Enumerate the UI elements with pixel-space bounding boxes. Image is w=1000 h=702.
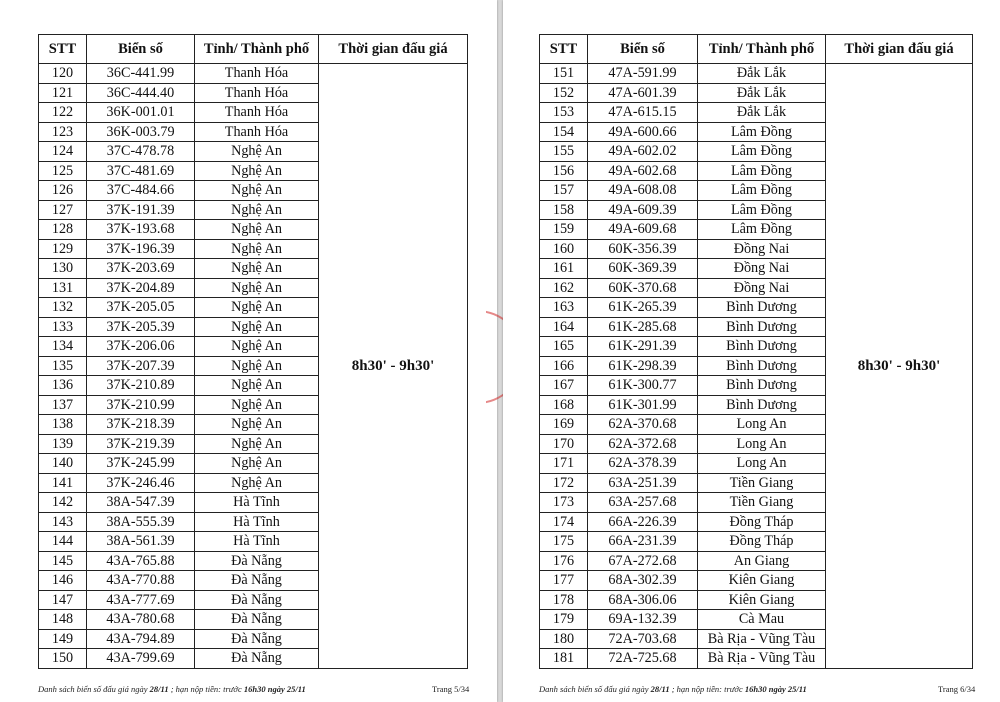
stt-cell: 122 xyxy=(39,103,87,123)
stt-cell: 167 xyxy=(540,376,588,396)
plate-cell: 36C-444.40 xyxy=(87,83,195,103)
province-cell: Nghệ An xyxy=(195,278,319,298)
province-cell: Nghệ An xyxy=(195,395,319,415)
province-cell: Tiền Giang xyxy=(698,473,826,493)
province-cell: Lâm Đồng xyxy=(698,122,826,142)
province-cell: Lâm Đồng xyxy=(698,181,826,201)
plate-cell: 37K-205.05 xyxy=(87,298,195,318)
plate-cell: 61K-298.39 xyxy=(588,356,698,376)
plate-cell: 43A-777.69 xyxy=(87,590,195,610)
province-cell: Nghệ An xyxy=(195,317,319,337)
province-cell: Đồng Nai xyxy=(698,239,826,259)
plate-cell: 61K-265.39 xyxy=(588,298,698,318)
stt-cell: 153 xyxy=(540,103,588,123)
stt-cell: 160 xyxy=(540,239,588,259)
province-cell: Hà Tĩnh xyxy=(195,512,319,532)
header-plate: Biển số xyxy=(588,35,698,64)
plate-cell: 37K-219.39 xyxy=(87,434,195,454)
stt-cell: 179 xyxy=(540,610,588,630)
province-cell: Bình Dương xyxy=(698,337,826,357)
plate-cell: 69A-132.39 xyxy=(588,610,698,630)
plate-cell: 38A-555.39 xyxy=(87,512,195,532)
plate-cell: 49A-602.02 xyxy=(588,142,698,162)
province-cell: Thanh Hóa xyxy=(195,122,319,142)
plate-cell: 43A-765.88 xyxy=(87,551,195,571)
stt-cell: 150 xyxy=(39,649,87,669)
province-cell: Nghệ An xyxy=(195,239,319,259)
province-cell: Long An xyxy=(698,454,826,474)
province-cell: Đồng Nai xyxy=(698,278,826,298)
header-auction-time: Thời gian đấu giá xyxy=(826,35,973,64)
stt-cell: 136 xyxy=(39,376,87,396)
stt-cell: 120 xyxy=(39,64,87,84)
stt-cell: 152 xyxy=(540,83,588,103)
plate-cell: 43A-799.69 xyxy=(87,649,195,669)
header-auction-time: Thời gian đấu giá xyxy=(319,35,468,64)
stt-cell: 181 xyxy=(540,649,588,669)
header-stt: STT xyxy=(540,35,588,64)
province-cell: Long An xyxy=(698,415,826,435)
plate-cell: 62A-372.68 xyxy=(588,434,698,454)
stt-cell: 140 xyxy=(39,454,87,474)
plate-cell: 37C-481.69 xyxy=(87,161,195,181)
plate-cell: 36K-001.01 xyxy=(87,103,195,123)
stt-cell: 148 xyxy=(39,610,87,630)
province-cell: An Giang xyxy=(698,551,826,571)
plate-cell: 68A-306.06 xyxy=(588,590,698,610)
stt-cell: 121 xyxy=(39,83,87,103)
province-cell: Đà Nẵng xyxy=(195,551,319,571)
document-page-left xyxy=(0,0,497,702)
plate-cell: 60K-370.68 xyxy=(588,278,698,298)
stt-cell: 155 xyxy=(540,142,588,162)
stt-cell: 161 xyxy=(540,259,588,279)
plate-cell: 37K-246.46 xyxy=(87,473,195,493)
auction-table xyxy=(38,34,468,669)
plate-cell: 60K-356.39 xyxy=(588,239,698,259)
plate-cell: 37K-207.39 xyxy=(87,356,195,376)
province-cell: Hà Tĩnh xyxy=(195,532,319,552)
province-cell: Hà Tĩnh xyxy=(195,493,319,513)
stt-cell: 149 xyxy=(39,629,87,649)
stt-cell: 142 xyxy=(39,493,87,513)
province-cell: Bình Dương xyxy=(698,298,826,318)
province-cell: Đà Nẵng xyxy=(195,649,319,669)
stt-cell: 128 xyxy=(39,220,87,240)
province-cell: Kiên Giang xyxy=(698,571,826,591)
province-cell: Nghệ An xyxy=(195,161,319,181)
stt-cell: 146 xyxy=(39,571,87,591)
stt-cell: 130 xyxy=(39,259,87,279)
plate-cell: 37K-203.69 xyxy=(87,259,195,279)
stt-cell: 147 xyxy=(39,590,87,610)
plate-cell: 37K-205.39 xyxy=(87,317,195,337)
plate-cell: 72A-725.68 xyxy=(588,649,698,669)
province-cell: Thanh Hóa xyxy=(195,64,319,84)
province-cell: Nghệ An xyxy=(195,415,319,435)
plate-cell: 61K-300.77 xyxy=(588,376,698,396)
stt-cell: 126 xyxy=(39,181,87,201)
plate-cell: 47A-601.39 xyxy=(588,83,698,103)
stt-cell: 180 xyxy=(540,629,588,649)
stt-cell: 141 xyxy=(39,473,87,493)
province-cell: Đà Nẵng xyxy=(195,571,319,591)
stt-cell: 175 xyxy=(540,532,588,552)
plate-cell: 66A-231.39 xyxy=(588,532,698,552)
stt-cell: 162 xyxy=(540,278,588,298)
province-cell: Đắk Lắk xyxy=(698,64,826,84)
stt-cell: 168 xyxy=(540,395,588,415)
footer-note: Danh sách biển số đấu giá ngày 28/11 ; hạn nộp tiền: trước 16h30 ngày 25/11 xyxy=(38,684,306,694)
stt-cell: 135 xyxy=(39,356,87,376)
stt-cell: 137 xyxy=(39,395,87,415)
stt-cell: 134 xyxy=(39,337,87,357)
plate-cell: 49A-602.68 xyxy=(588,161,698,181)
stt-cell: 151 xyxy=(540,64,588,84)
stt-cell: 133 xyxy=(39,317,87,337)
province-cell: Bà Rịa - Vũng Tàu xyxy=(698,629,826,649)
plate-cell: 37K-218.39 xyxy=(87,415,195,435)
plate-cell: 47A-615.15 xyxy=(588,103,698,123)
plate-cell: 67A-272.68 xyxy=(588,551,698,571)
plate-cell: 72A-703.68 xyxy=(588,629,698,649)
plate-cell: 37K-210.89 xyxy=(87,376,195,396)
plate-cell: 49A-609.68 xyxy=(588,220,698,240)
plate-cell: 43A-780.68 xyxy=(87,610,195,630)
plate-cell: 61K-291.39 xyxy=(588,337,698,357)
plate-cell: 37C-484.66 xyxy=(87,181,195,201)
stt-cell: 158 xyxy=(540,200,588,220)
province-cell: Nghệ An xyxy=(195,142,319,162)
plate-cell: 63A-251.39 xyxy=(588,473,698,493)
footer-note: Danh sách biển số đấu giá ngày 28/11 ; hạn nộp tiền: trước 16h30 ngày 25/11 xyxy=(539,684,807,694)
plate-cell: 61K-301.99 xyxy=(588,395,698,415)
table-row xyxy=(39,64,468,84)
province-cell: Đồng Tháp xyxy=(698,512,826,532)
stt-cell: 125 xyxy=(39,161,87,181)
plate-cell: 38A-561.39 xyxy=(87,532,195,552)
plate-cell: 61K-285.68 xyxy=(588,317,698,337)
stt-cell: 172 xyxy=(540,473,588,493)
stt-cell: 165 xyxy=(540,337,588,357)
province-cell: Nghệ An xyxy=(195,473,319,493)
stt-cell: 139 xyxy=(39,434,87,454)
stt-cell: 164 xyxy=(540,317,588,337)
stt-cell: 173 xyxy=(540,493,588,513)
plate-cell: 43A-770.88 xyxy=(87,571,195,591)
province-cell: Bình Dương xyxy=(698,376,826,396)
province-cell: Bình Dương xyxy=(698,317,826,337)
province-cell: Nghệ An xyxy=(195,434,319,454)
province-cell: Đắk Lắk xyxy=(698,83,826,103)
plate-cell: 47A-591.99 xyxy=(588,64,698,84)
table-row xyxy=(540,64,973,84)
stt-cell: 143 xyxy=(39,512,87,532)
plate-cell: 66A-226.39 xyxy=(588,512,698,532)
stt-cell: 166 xyxy=(540,356,588,376)
stt-cell: 123 xyxy=(39,122,87,142)
plate-cell: 37K-193.68 xyxy=(87,220,195,240)
province-cell: Thanh Hóa xyxy=(195,83,319,103)
stt-cell: 177 xyxy=(540,571,588,591)
province-cell: Lâm Đồng xyxy=(698,220,826,240)
stt-cell: 124 xyxy=(39,142,87,162)
province-cell: Kiên Giang xyxy=(698,590,826,610)
province-cell: Lâm Đồng xyxy=(698,142,826,162)
stt-cell: 154 xyxy=(540,122,588,142)
province-cell: Đắk Lắk xyxy=(698,103,826,123)
plate-cell: 36K-003.79 xyxy=(87,122,195,142)
table-header-row xyxy=(540,35,973,64)
province-cell: Đồng Tháp xyxy=(698,532,826,552)
plate-cell: 36C-441.99 xyxy=(87,64,195,84)
stt-cell: 178 xyxy=(540,590,588,610)
header-province: Tỉnh/ Thành phố xyxy=(195,35,319,64)
province-cell: Long An xyxy=(698,434,826,454)
plate-cell: 49A-608.08 xyxy=(588,181,698,201)
stt-cell: 159 xyxy=(540,220,588,240)
province-cell: Nghệ An xyxy=(195,200,319,220)
province-cell: Lâm Đồng xyxy=(698,161,826,181)
plate-cell: 37K-210.99 xyxy=(87,395,195,415)
province-cell: Đà Nẵng xyxy=(195,610,319,630)
province-cell: Nghệ An xyxy=(195,337,319,357)
province-cell: Cà Mau xyxy=(698,610,826,630)
page-number: Trang 6/34 xyxy=(938,684,976,694)
province-cell: Nghệ An xyxy=(195,181,319,201)
plate-cell: 37C-478.78 xyxy=(87,142,195,162)
province-cell: Lâm Đồng xyxy=(698,200,826,220)
province-cell: Đồng Nai xyxy=(698,259,826,279)
province-cell: Đà Nẵng xyxy=(195,629,319,649)
stt-cell: 132 xyxy=(39,298,87,318)
province-cell: Nghệ An xyxy=(195,259,319,279)
province-cell: Tiền Giang xyxy=(698,493,826,513)
province-cell: Nghệ An xyxy=(195,298,319,318)
header-plate: Biển số xyxy=(87,35,195,64)
province-cell: Nghệ An xyxy=(195,220,319,240)
stt-cell: 156 xyxy=(540,161,588,181)
province-cell: Nghệ An xyxy=(195,454,319,474)
stt-cell: 138 xyxy=(39,415,87,435)
province-cell: Thanh Hóa xyxy=(195,103,319,123)
plate-cell: 62A-370.68 xyxy=(588,415,698,435)
auction-time-cell: 8h30' - 9h30' xyxy=(826,64,973,669)
stt-cell: 163 xyxy=(540,298,588,318)
stt-cell: 127 xyxy=(39,200,87,220)
stt-cell: 131 xyxy=(39,278,87,298)
table-header-row xyxy=(39,35,468,64)
plate-cell: 37K-245.99 xyxy=(87,454,195,474)
province-cell: Bà Rịa - Vũng Tàu xyxy=(698,649,826,669)
plate-cell: 49A-609.39 xyxy=(588,200,698,220)
stt-cell: 169 xyxy=(540,415,588,435)
plate-cell: 37K-196.39 xyxy=(87,239,195,259)
plate-cell: 62A-378.39 xyxy=(588,454,698,474)
stt-cell: 129 xyxy=(39,239,87,259)
province-cell: Nghệ An xyxy=(195,376,319,396)
header-province: Tỉnh/ Thành phố xyxy=(698,35,826,64)
province-cell: Bình Dương xyxy=(698,356,826,376)
plate-cell: 68A-302.39 xyxy=(588,571,698,591)
plate-cell: 60K-369.39 xyxy=(588,259,698,279)
plate-cell: 49A-600.66 xyxy=(588,122,698,142)
plate-cell: 63A-257.68 xyxy=(588,493,698,513)
plate-cell: 37K-206.06 xyxy=(87,337,195,357)
plate-cell: 37K-191.39 xyxy=(87,200,195,220)
stt-cell: 170 xyxy=(540,434,588,454)
header-stt: STT xyxy=(39,35,87,64)
plate-cell: 43A-794.89 xyxy=(87,629,195,649)
province-cell: Nghệ An xyxy=(195,356,319,376)
stt-cell: 157 xyxy=(540,181,588,201)
stt-cell: 145 xyxy=(39,551,87,571)
stt-cell: 176 xyxy=(540,551,588,571)
province-cell: Bình Dương xyxy=(698,395,826,415)
auction-table xyxy=(539,34,973,669)
stt-cell: 144 xyxy=(39,532,87,552)
document-page-right xyxy=(503,0,1000,702)
page-number: Trang 5/34 xyxy=(432,684,470,694)
province-cell: Đà Nẵng xyxy=(195,590,319,610)
plate-cell: 38A-547.39 xyxy=(87,493,195,513)
auction-time-cell: 8h30' - 9h30' xyxy=(319,64,468,669)
stt-cell: 171 xyxy=(540,454,588,474)
stt-cell: 174 xyxy=(540,512,588,532)
plate-cell: 37K-204.89 xyxy=(87,278,195,298)
